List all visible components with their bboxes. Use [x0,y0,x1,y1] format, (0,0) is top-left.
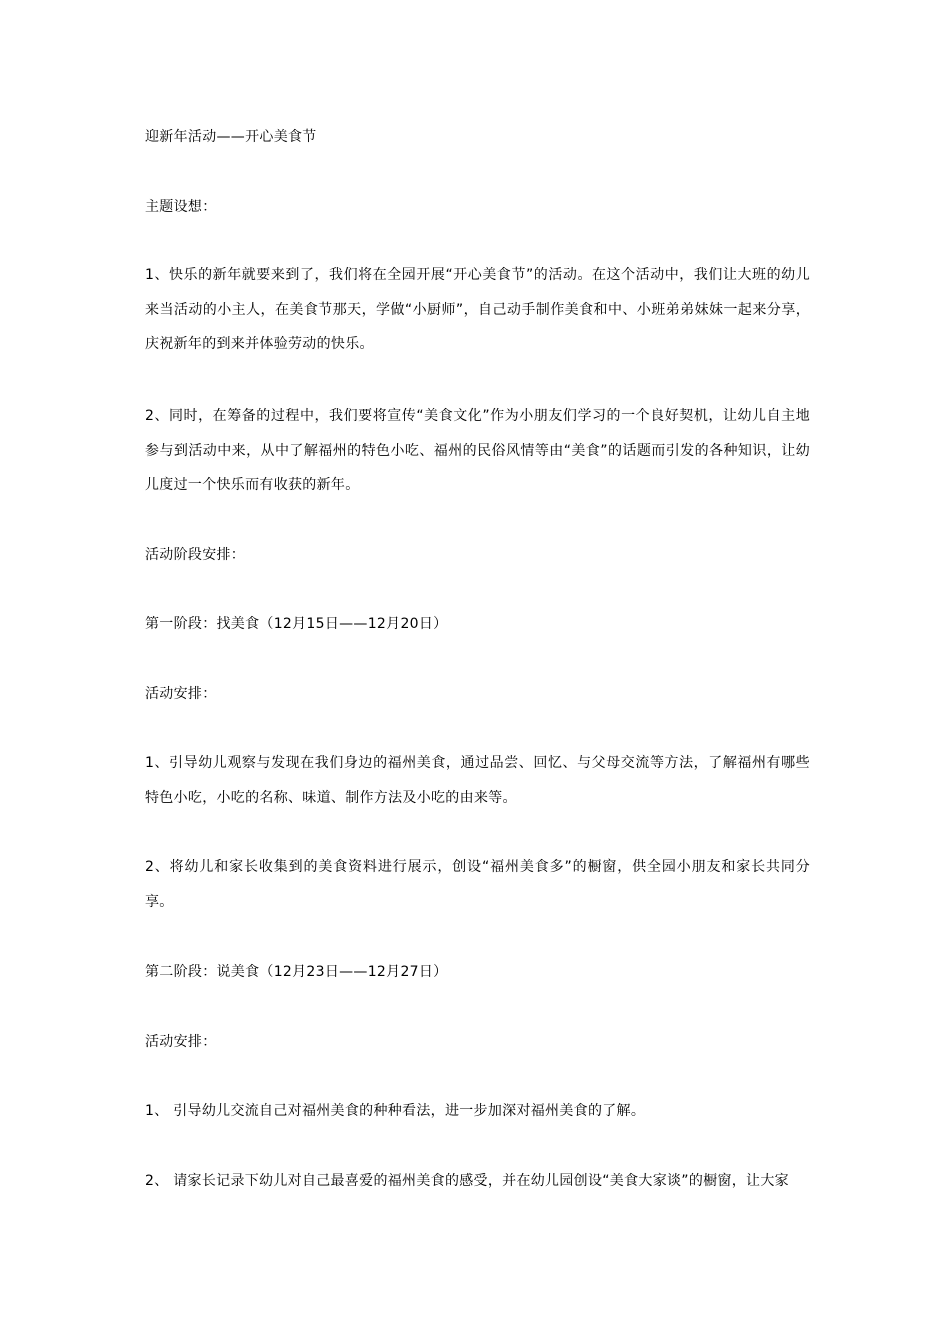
stage-2-paragraph-1: 1、 引导幼儿交流自己对福州美食的种种看法，进一步加深对福州美食的了解。 [145,1103,646,1119]
stage-2-paragraph-2: 2、 请家长记录下幼儿对自己最喜爱的福州美食的感受，并在幼儿园创设“美食大家谈”的橱窗，让大家 [145,1173,789,1189]
theme-paragraph-2: 2、同时，在筹备的过程中，我们要将宣传“美食文化”作为小朋友们学习的一个良好契机，让幼儿自主地参与到活动中来，从中了解福州的特色小吃、福州的民俗风情等由“美食”的话题而引发的各种知识，让幼儿度过一个快乐而有收获的新年。 [145,408,810,493]
section-heading-stages: 活动阶段安排： [145,547,246,563]
stage-2-title: 第二阶段：说美食（12月23日——12月27日） [145,964,448,980]
stage-2-arrangement-label: 活动安排： [145,1034,217,1050]
document-title: 迎新年活动——开心美食节 [145,129,317,145]
stage-1-paragraph-2: 2、将幼儿和家长收集到的美食资料进行展示，创设“福州美食多”的橱窗，供全园小朋友和家长共同分享。 [145,859,810,910]
stage-1-title: 第一阶段：找美食（12月15日——12月20日） [145,616,448,632]
section-heading-theme: 主题设想： [145,199,217,215]
stage-1-paragraph-1: 1、引导幼儿观察与发现在我们身边的福州美食，通过品尝、回忆、与父母交流等方法，了解福州有哪些特色小吃，小吃的名称、味道、制作方法及小吃的由来等。 [145,755,810,806]
theme-paragraph-1: 1、快乐的新年就要来到了，我们将在全园开展“开心美食节”的活动。在这个活动中，我们让大班的幼儿来当活动的小主人，在美食节那天，学做“小厨师”，自己动手制作美食和中、小班弟弟妹妹一起来分享，庆祝新年的到来并体验劳动的快乐。 [145,267,810,352]
stage-1-arrangement-label: 活动安排： [145,686,217,702]
